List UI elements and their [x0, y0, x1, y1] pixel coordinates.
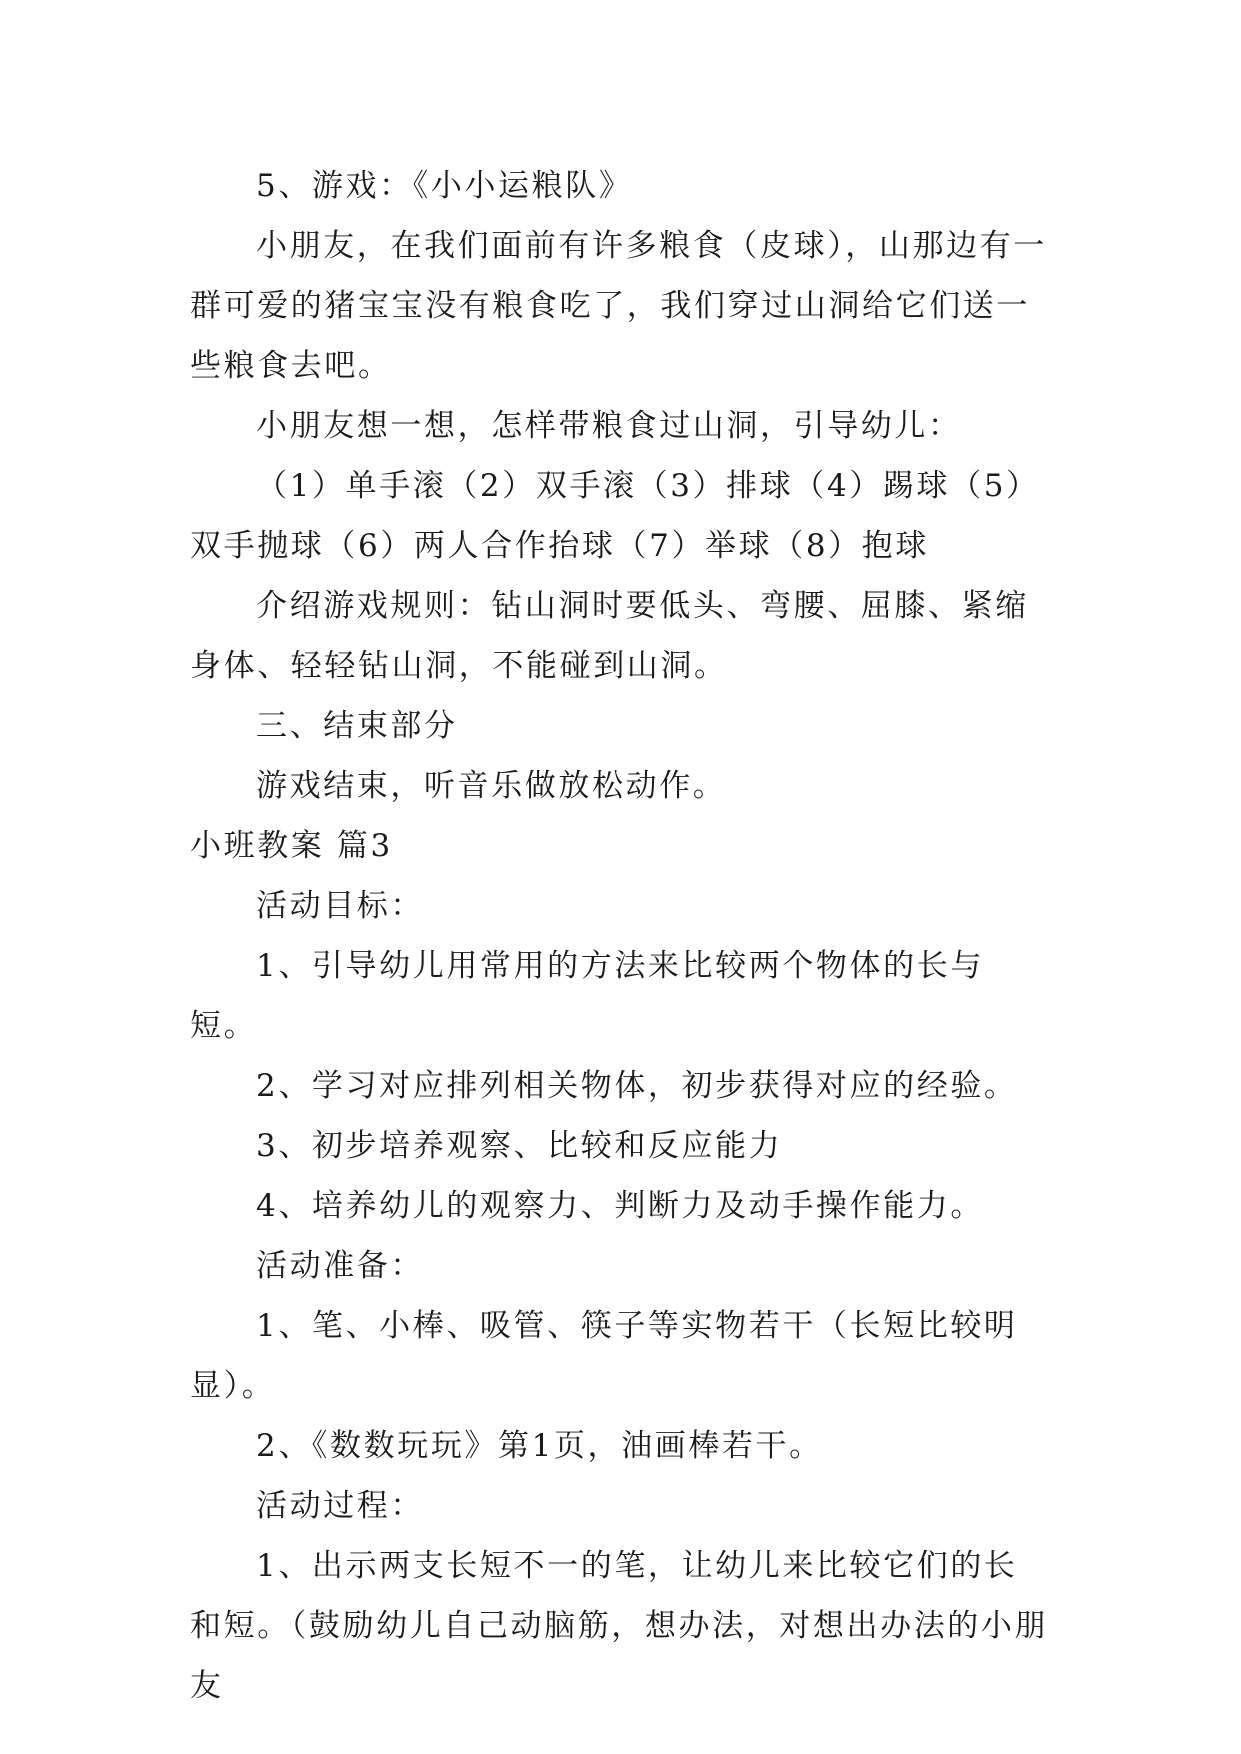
paragraph-game-title: 5、游戏：《小小运粮队》 [256, 168, 633, 204]
document-body [190, 156, 1050, 1716]
paragraph-process-1: 1、出示两支长短不一的笔，让幼儿来比较它们的长和短。（鼓励幼儿自己动脑筋，想办法，对想出办法的小朋友 [190, 1548, 1049, 1704]
paragraph-prep-1: 1、笔、小棒、吸管、筷子等实物若干（长短比较明显）。 [190, 1308, 1018, 1404]
paragraph-process-heading: 活动过程： [256, 1488, 424, 1524]
paragraph-goal-3: 3、初步培养观察、比较和反应能力 [256, 1128, 783, 1164]
paragraph-ending-heading: 三、结束部分 [256, 708, 458, 744]
paragraph-game-intro: 小朋友，在我们面前有许多粮食（皮球），山那边有一群可爱的猪宝宝没有粮食吃了，我们穿过山洞给它们送一些粮食去吧。 [190, 228, 1047, 384]
paragraph-goal-2: 2、学习对应排列相关物体，初步获得对应的经验。 [256, 1068, 1018, 1104]
paragraph-goal-1: 1、引导幼儿用常用的方法来比较两个物体的长与短。 [190, 948, 984, 1044]
section-title: 小班教案 篇3 [190, 828, 393, 864]
paragraph-goal-4: 4、培养幼儿的观察力、判断力及动手操作能力。 [256, 1188, 984, 1224]
paragraph-prep-heading: 活动准备： [256, 1248, 424, 1284]
paragraph-think: 小朋友想一想，怎样带粮食过山洞，引导幼儿： [256, 408, 962, 444]
paragraph-goals-heading: 活动目标： [256, 888, 424, 924]
paragraph-prep-2: 2、《数数玩玩》第1页，油画棒若干。 [256, 1428, 823, 1464]
paragraph-methods: （1）单手滚（2）双手滚（3）排球（4）踢球（5）双手抛球（6）两人合作抬球（7）举球（8）抱球 [190, 468, 1040, 564]
paragraph-rules: 介绍游戏规则：钻山洞时要低头、弯腰、屈膝、紧缩身体、轻轻钻山洞，不能碰到山洞。 [190, 588, 1029, 684]
paragraph-ending: 游戏结束，听音乐做放松动作。 [256, 768, 727, 804]
